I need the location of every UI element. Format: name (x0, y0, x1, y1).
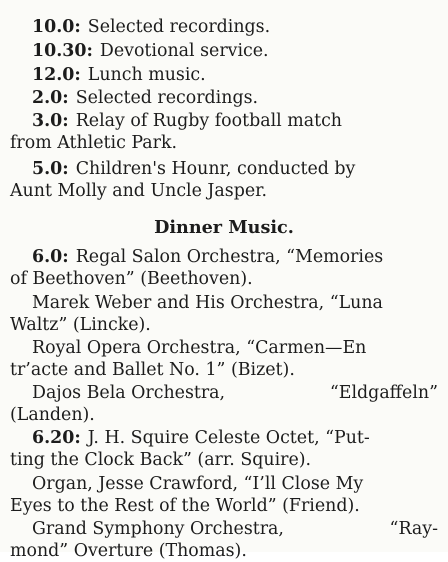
program-text: tr’acte and Ballet No. 1” (Bizet). (10, 360, 295, 380)
program-entry-200 (32, 87, 258, 109)
program-text: of Beethoven” (Beethoven). (10, 269, 253, 289)
dinner-item-5-continued (10, 449, 311, 471)
dinner-item-3-continued (10, 359, 295, 381)
program-entry-300-continued (10, 132, 177, 154)
program-entry-1030 (32, 40, 269, 62)
program-entry-1000 (32, 16, 270, 38)
program-text: from Athletic Park. (10, 133, 178, 153)
dinner-item-7-continued (10, 540, 247, 562)
dinner-item-1 (32, 246, 383, 268)
program-text: “Ray- (389, 519, 438, 539)
program-text: Organ, Jesse Crawford, “I’ll Close My (32, 474, 364, 494)
program-time: 6.0: (32, 247, 69, 267)
program-time: 12.0: (32, 65, 81, 85)
program-text: J. H. Squire Celeste Octet, “Put- (87, 428, 370, 448)
program-entry-500 (32, 158, 438, 180)
program-text: Relay of Rugby football match (75, 111, 343, 131)
program-text: Waltz” (Lincke). (10, 315, 151, 335)
program-time: 3.0: (32, 111, 69, 131)
program-time: 6.20: (32, 428, 81, 448)
program-text: Selected recordings. (87, 17, 271, 37)
program-text: Royal Opera Orchestra, “Carmen—En (32, 338, 367, 358)
program-text: Regal Salon Orchestra, “Memories (75, 247, 384, 267)
dinner-item-3 (32, 337, 366, 359)
program-entry-1200 (32, 64, 206, 86)
program-text: Grand Symphony Orchestra, (32, 519, 284, 539)
dinner-item-5 (32, 427, 370, 449)
program-text: Dajos Bela Orchestra, (32, 383, 226, 403)
program-text: Aunt Molly and Uncle Jasper. (10, 181, 268, 201)
dinner-item-2-continued (10, 314, 151, 336)
program-time: 10.0: (32, 17, 81, 37)
program-text: Selected recordings. (75, 88, 259, 108)
dinner-item-2 (32, 292, 383, 314)
program-time: 10.30: (32, 41, 93, 61)
program-text: Children's Hounr, conducted by (75, 159, 356, 179)
program-text: Marek Weber and His Orchestra, “Luna (32, 293, 383, 313)
program-text: “Eldgaffeln” (329, 383, 438, 403)
program-text: (Landen). (10, 405, 95, 425)
dinner-item-7 (32, 518, 438, 540)
program-text: Devotional service. (99, 41, 269, 61)
dinner-item-4-continued (10, 404, 95, 426)
program-text: mond” Overture (Thomas). (10, 541, 247, 561)
dinner-item-4 (32, 382, 438, 404)
dinner-item-1-continued (10, 268, 253, 290)
program-time: 5.0: (32, 159, 69, 179)
section-heading: Dinner Music. (154, 217, 294, 238)
program-entry-300 (32, 110, 438, 132)
program-text: ting the Clock Back” (arr. Squire). (10, 450, 312, 470)
program-entry-500-continued (10, 180, 267, 202)
dinner-item-6-continued (10, 495, 360, 517)
dinner-item-6 (32, 473, 363, 495)
program-text: Eyes to the Rest of the World” (Friend). (10, 496, 360, 516)
program-time: 2.0: (32, 88, 69, 108)
program-text: Lunch music. (87, 65, 206, 85)
